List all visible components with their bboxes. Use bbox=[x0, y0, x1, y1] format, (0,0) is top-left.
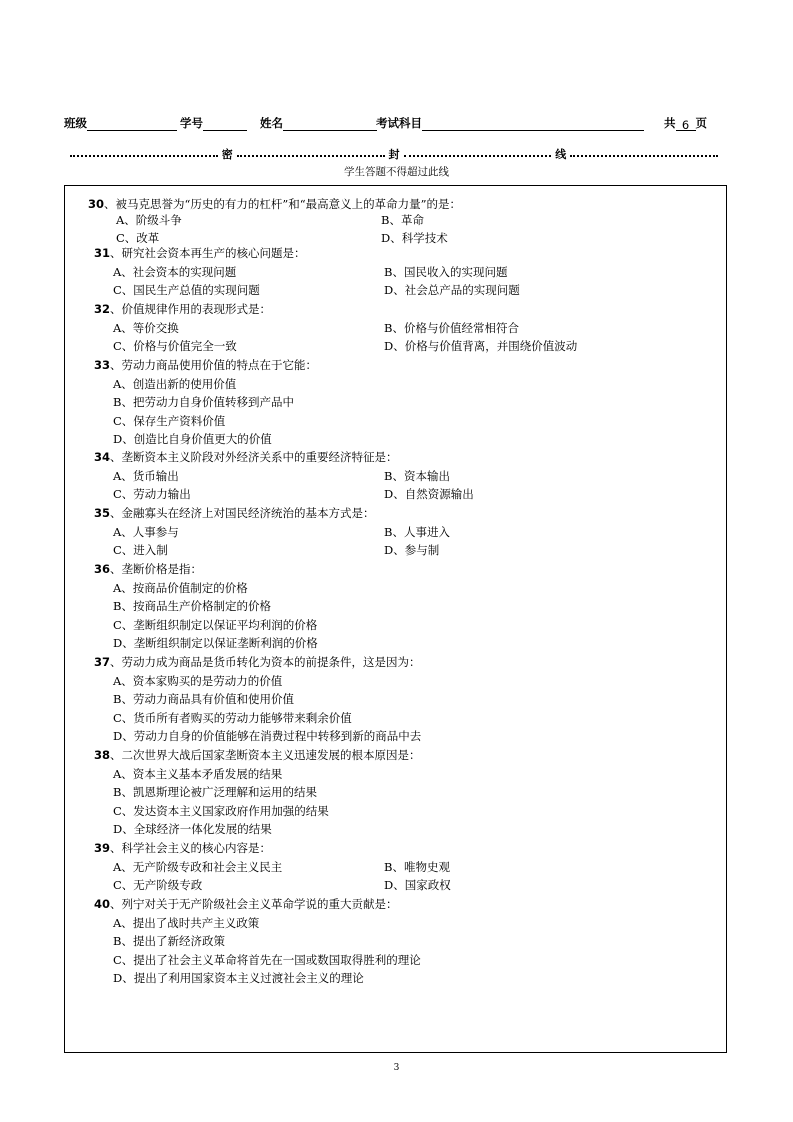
option-b: B、价格与价值经常相符合 bbox=[384, 320, 519, 335]
seal-notice: 学生答题不得超过此线 bbox=[344, 166, 449, 178]
option-d: D、创造比自身价值更大的价值 bbox=[113, 432, 272, 447]
question-text: 、列宁对关于无产阶级社会主义革命学说的重大贡献是： bbox=[110, 897, 398, 911]
option-d: D、科学技术 bbox=[381, 231, 448, 246]
option-b: B、资本输出 bbox=[384, 468, 450, 483]
question-31 bbox=[94, 246, 306, 260]
option-d: D、劳动力自身的价值能够在消费过程中转移到新的商品中去 bbox=[113, 729, 422, 744]
total-pages-value: 6 bbox=[676, 118, 696, 131]
question-37 bbox=[94, 655, 421, 669]
option-a: A、货币输出 bbox=[113, 468, 179, 483]
question-34 bbox=[94, 450, 398, 464]
student-id-blank bbox=[203, 118, 247, 131]
name-blank bbox=[283, 118, 377, 131]
option-a: A、等价交换 bbox=[113, 320, 179, 335]
name-field bbox=[260, 115, 377, 131]
question-number: 31 bbox=[94, 246, 111, 260]
total-pages bbox=[664, 115, 707, 131]
question-text: 、被马克思誉为“历史的有力的杠杆”和“最高意义上的革命力量”的是： bbox=[104, 197, 462, 211]
option-a: A、按商品价值制定的价格 bbox=[113, 580, 248, 595]
option-c: C、价格与价值完全一致 bbox=[113, 339, 237, 354]
option-b: B、凯恩斯理论被广泛理解和运用的结果 bbox=[113, 785, 317, 800]
question-32 bbox=[94, 302, 271, 316]
option-b: B、提出了新经济政策 bbox=[113, 934, 225, 949]
question-35 bbox=[94, 506, 375, 520]
class-label: 班级 bbox=[64, 116, 87, 130]
question-33 bbox=[94, 358, 317, 372]
question-text: 、研究社会资本再生产的核心问题是： bbox=[110, 246, 306, 260]
option-d: D、参与制 bbox=[384, 543, 440, 558]
question-text: 、劳动力成为商品是货币转化为资本的前提条件，这是因为： bbox=[110, 655, 421, 669]
option-d: D、垄断组织制定以保证垄断利润的价格 bbox=[113, 636, 318, 651]
option-a: A、社会资本的实现问题 bbox=[113, 264, 237, 279]
option-d: D、社会总产品的实现问题 bbox=[384, 283, 520, 298]
subject-field bbox=[376, 115, 644, 131]
question-number: 33 bbox=[94, 358, 111, 372]
option-d: D、价格与价值背离，并围绕价值波动 bbox=[384, 339, 578, 354]
option-c: C、垄断组织制定以保证平均利润的价格 bbox=[113, 617, 318, 632]
dotted-line bbox=[70, 151, 218, 157]
question-text: 、劳动力商品使用价值的特点在于它能： bbox=[110, 358, 318, 372]
option-b: B、按商品生产价格制定的价格 bbox=[113, 599, 271, 614]
seal-line bbox=[66, 146, 722, 162]
option-c: C、保存生产资料价值 bbox=[113, 413, 226, 428]
option-c: C、进入制 bbox=[113, 543, 168, 558]
option-c: C、劳动力输出 bbox=[113, 487, 191, 502]
question-number: 40 bbox=[94, 897, 111, 911]
question-text: 、垄断资本主义阶段对外经济关系中的重要经济特征是： bbox=[110, 450, 398, 464]
option-c: C、货币所有者购买的劳动力能够带来剩余价值 bbox=[113, 710, 352, 725]
option-c: C、国民生产总值的实现问题 bbox=[113, 283, 260, 298]
seal-mi: 密 bbox=[221, 148, 233, 161]
option-c: C、改革 bbox=[116, 231, 160, 246]
class-field bbox=[64, 115, 177, 131]
option-b: B、国民收入的实现问题 bbox=[384, 264, 508, 279]
question-text: 、科学社会主义的核心内容是： bbox=[110, 841, 272, 855]
total-suffix: 页 bbox=[695, 116, 707, 130]
dotted-line bbox=[570, 151, 718, 157]
subject-label: 考试科目 bbox=[376, 116, 422, 130]
option-a: A、无产阶级专政和社会主义民主 bbox=[113, 859, 283, 874]
question-38 bbox=[94, 748, 421, 762]
option-c: C、发达资本主义国家政府作用加强的结果 bbox=[113, 803, 329, 818]
question-number: 39 bbox=[94, 841, 111, 855]
subject-blank bbox=[422, 118, 644, 131]
question-number: 37 bbox=[94, 655, 111, 669]
option-c: C、提出了社会主义革命将首先在一国或数国取得胜利的理论 bbox=[113, 952, 421, 967]
option-a: A、提出了战时共产主义政策 bbox=[113, 915, 260, 930]
option-d: D、自然资源输出 bbox=[384, 487, 474, 502]
option-a: A、人事参与 bbox=[113, 524, 179, 539]
question-number: 30 bbox=[88, 197, 105, 211]
option-c: C、无产阶级专政 bbox=[113, 878, 203, 893]
option-b: B、劳动力商品具有价值和使用价值 bbox=[113, 692, 294, 707]
option-d: D、全球经济一体化发展的结果 bbox=[113, 822, 272, 837]
option-b: B、把劳动力自身价值转移到产品中 bbox=[113, 395, 294, 410]
dotted-line bbox=[237, 151, 385, 157]
option-a: A、资本主义基本矛盾发展的结果 bbox=[113, 766, 283, 781]
option-b: B、人事进入 bbox=[384, 524, 450, 539]
name-label: 姓名 bbox=[260, 116, 283, 130]
option-a: A、资本家购买的是劳动力的价值 bbox=[113, 673, 283, 688]
option-b: B、革命 bbox=[381, 212, 424, 227]
question-number: 34 bbox=[94, 450, 111, 464]
question-number: 38 bbox=[94, 748, 111, 762]
question-39 bbox=[94, 841, 271, 855]
question-30 bbox=[88, 197, 461, 211]
option-b: B、唯物史观 bbox=[384, 859, 450, 874]
question-number: 35 bbox=[94, 506, 111, 520]
option-a: A、创造出新的使用价值 bbox=[113, 376, 237, 391]
option-d: D、国家政权 bbox=[384, 878, 451, 893]
question-text: 、垄断价格是指： bbox=[110, 562, 203, 576]
total-prefix: 共 bbox=[664, 116, 676, 130]
class-blank bbox=[87, 118, 177, 131]
option-d: D、提出了利用国家资本主义过渡社会主义的理论 bbox=[113, 971, 364, 986]
seal-xian: 线 bbox=[555, 148, 567, 161]
student-id-field bbox=[180, 115, 247, 131]
question-text: 、价值规律作用的表现形式是： bbox=[110, 302, 272, 316]
option-a: A、阶级斗争 bbox=[116, 212, 182, 227]
question-number: 32 bbox=[94, 302, 111, 316]
student-id-label: 学号 bbox=[180, 116, 203, 130]
question-number: 36 bbox=[94, 562, 111, 576]
question-text: 、二次世界大战后国家垄断资本主义迅速发展的根本原因是： bbox=[110, 748, 421, 762]
dotted-line bbox=[404, 151, 552, 157]
question-text: 、金融寡头在经济上对国民经济统治的基本方式是： bbox=[110, 506, 375, 520]
page-number: 3 bbox=[393, 1063, 400, 1073]
seal-feng: 封 bbox=[388, 148, 400, 161]
question-36 bbox=[94, 562, 202, 576]
question-40 bbox=[94, 897, 398, 911]
